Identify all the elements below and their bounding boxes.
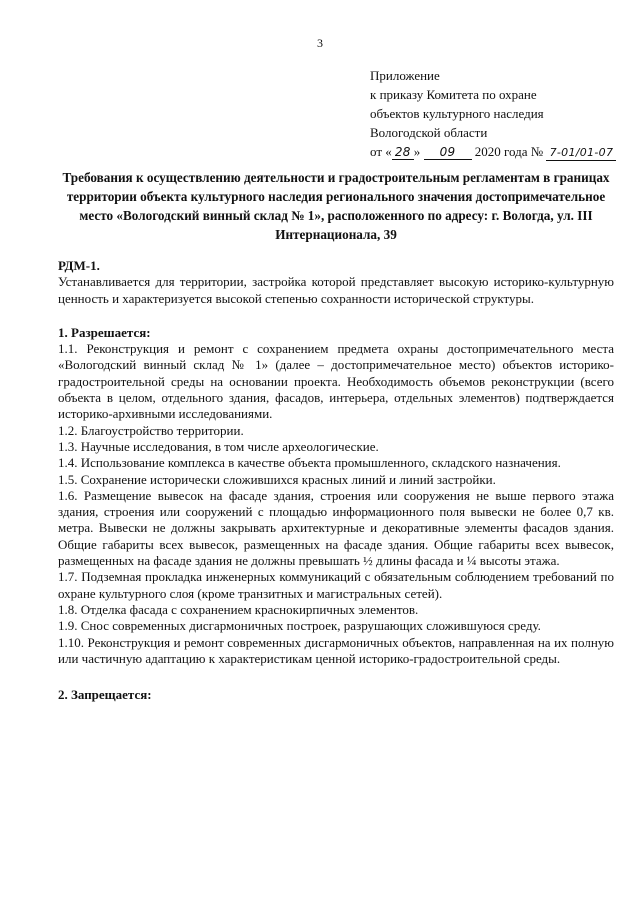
item-1-10: 1.10. Реконструкция и ремонт современных дисгармоничных объектов, направленная на их полную или частичную адаптацию к характеристикам ценной историко-градостроительной среды. [58,634,614,666]
document-body [58,258,614,703]
date-prefix: от « [370,144,392,159]
date-mid: » [413,144,421,159]
item-1-2: 1.2. Благоустройство территории. [58,422,244,438]
item-1-6: 1.6. Размещение вывесок на фасаде здания, строения или сооружения не выше первого этажа здания, строения или сооружений с площадью информационного поля вывески не более 0,7 кв. метра. Вывески не должны закрывать архитектурные и декоративные элементы фасадов здания. Общие габариты всех вывесок, размещенных на фасаде здания. Общие габариты всех вывесок, размещенных на фасаде здания не должны превышать ½ длины фасада и ¼ высоты этажа. [58,487,614,569]
date-month-handwritten: 09 [424,145,472,160]
date-year: 2020 года № [474,144,544,159]
appendix-line-1: Приложение [370,68,440,83]
item-1-7: 1.7. Подземная прокладка инженерных коммуникаций с обязательным соблюдением требований по охране культурного слоя (кроме транзитных и магистральных сетей). [58,569,614,601]
appendix-header [370,66,616,161]
document-title: Требования к осуществлению деятельности и градостроительным регламентам в границах территории объекта культурного наследия регионального значения достопримечательное место «Вологодский винный склад № 1», расположенного по адресу: г. Вологда, ул. III Интернационала, 39 [62,170,610,242]
appendix-line-3: объектов культурного наследия [370,106,544,121]
appendix-line-2: к приказу Комитета по охране [370,87,537,102]
date-day-handwritten: 28 [392,145,414,160]
item-1-9: 1.9. Снос современных дисгармоничных построек, разрушающих сложившуюся среду. [58,618,541,634]
rdm-heading: РДМ-1. [58,258,100,273]
order-number-handwritten: 7-01/01-07 [546,146,616,161]
item-1-5: 1.5. Сохранение исторически сложившихся красных линий и линий застройки. [58,471,496,487]
item-1-4: 1.4. Использование комплекса в качестве объекта промышленного, складского назначения. [58,455,561,471]
appendix-date-line [370,142,616,161]
section-1-heading: 1. Разрешается: [58,324,151,340]
item-1-8: 1.8. Отделка фасада с сохранением краснокирпичных элементов. [58,601,419,617]
item-1-3: 1.3. Научные исследования, в том числе археологические. [58,438,379,454]
appendix-line-4: Вологодской области [370,125,488,140]
rdm-text: Устанавливается для территории, застройка которой представляет высокую историко-культурную ценность и характеризуется высокой степенью сохранности исторической структуры. [58,274,614,306]
page-number: 3 [317,36,323,50]
item-1-1: 1.1. Реконструкция и ремонт с сохранением предмета охраны достопримечательного места «Вологодский винный склад № 1» (далее – достопримечательное место) объектов историко-градостроительной среды на основании проекта. Необходимость объемов реконструкции (всего объекта в целом, отдельного здания, фасадов, интерьера, отдельных элементов) подтверждается историко-архивными исследованиями. [58,341,614,422]
section-2-heading: 2. Запрещается: [58,687,152,703]
